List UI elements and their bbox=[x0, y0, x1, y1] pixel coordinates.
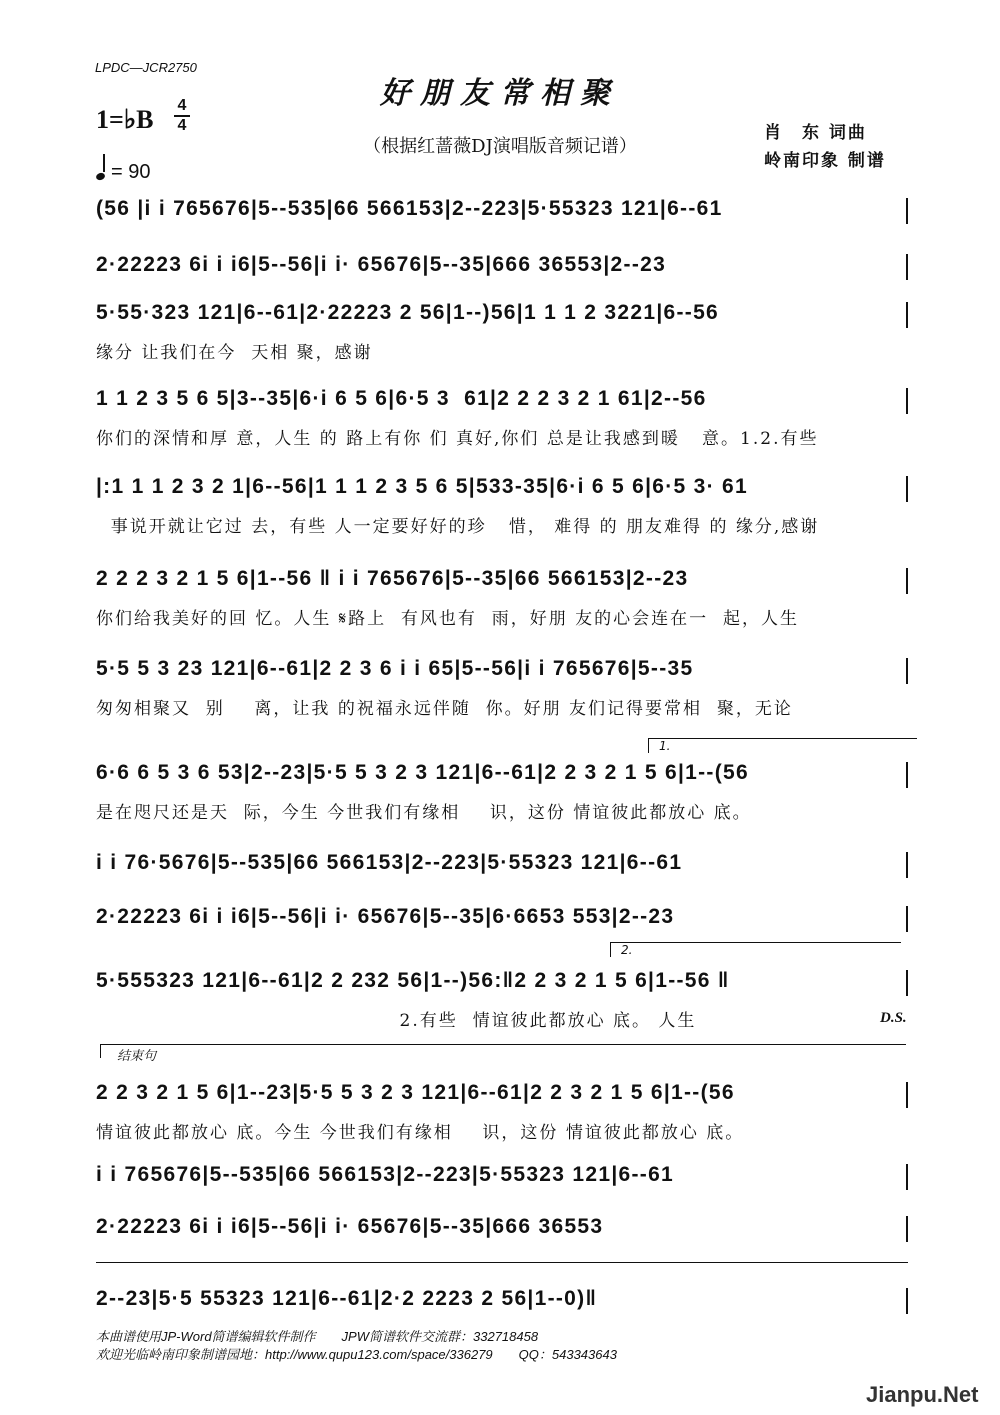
meter-bottom: 4 bbox=[177, 117, 187, 134]
lyric-line: 你们的深情和厚 意，人生 的 路上有你 们 真好,你们 总是让我感到暖 意。1.2.有些 bbox=[96, 429, 819, 449]
lyric-line: 匆匆相聚又 别 离，让我 的祝福永远伴随 你。好朋 友们记得要常相 聚，无论 bbox=[96, 699, 793, 719]
notation-line: (56 |i i 765676|5--535|66 566153|2--223|5·55323 121|6--61 bbox=[96, 197, 723, 220]
barline bbox=[906, 1164, 908, 1190]
barline bbox=[906, 302, 908, 328]
barline bbox=[906, 1082, 908, 1108]
lyric-line: 情谊彼此都放心 底。今生 今世我们有缘相 识，这份 情谊彼此都放心 底。 bbox=[96, 1123, 745, 1143]
barline bbox=[906, 1288, 908, 1314]
quarter-note-icon bbox=[95, 172, 106, 182]
ending-section-label: 结束句 bbox=[100, 1044, 906, 1058]
notation-line: 5·555323 121|6--61|2 2 232 56|1--)56:‖2 2 3 2 1 5 6|1--56 ‖ bbox=[96, 969, 730, 992]
credit-score: 岭南印象 制谱 bbox=[764, 151, 886, 171]
subtitle: （根据红蔷薇DJ演唱版音频记谱） bbox=[363, 136, 637, 157]
notation-line: 6·6 6 5 3 6 53|2--23|5·5 5 3 2 3 121|6--61|2 2 3 2 1 5 6|1--(56 bbox=[96, 761, 749, 784]
notation-line: |:1 1 1 2 3 2 1|6--56|1 1 1 2 3 5 6 5|533-35|6·i 6 5 6|6·5 3· 61 bbox=[96, 475, 748, 498]
volta-1: 1. bbox=[648, 738, 917, 753]
footer-line-1: 本曲谱使用JP-Word简谱编辑软件制作 JPW简谱软件交流群：332718458 bbox=[96, 1329, 539, 1344]
watermark-logo: Jianpu.Net bbox=[866, 1382, 979, 1407]
barline bbox=[906, 658, 908, 684]
notation-line: 2·22223 6i i i6|5--56|i i· 65676|5--35|666 36553|2--23 bbox=[96, 253, 667, 276]
barline bbox=[906, 1216, 908, 1242]
notation-line: 5·55·323 121|6--61|2·22223 2 56|1--)56|1 1 1 2 3221|6--56 bbox=[96, 301, 720, 324]
song-title: 好朋友常相聚 bbox=[380, 76, 620, 111]
credit-words: 肖 东 词曲 bbox=[764, 123, 867, 143]
notation-line: 5·5 5 3 23 121|6--61|2 2 3 6 i i 65|5--56|i i 765676|5--35 bbox=[96, 657, 694, 680]
notation-line: i i 765676|5--535|66 566153|2--223|5·55323 121|6--61 bbox=[96, 1163, 675, 1186]
barline bbox=[906, 476, 908, 502]
notation-line: 2 2 2 3 2 1 5 6|1--56 ‖ i i 765676|5--35|66 566153|2--23 bbox=[96, 567, 689, 590]
lyric-line: 2.有些 情谊彼此都放心 底。 人生 bbox=[96, 1011, 697, 1031]
barline bbox=[906, 388, 908, 414]
notation-line: 2 2 3 2 1 5 6|1--23|5·5 5 3 2 3 121|6--61|2 2 3 2 1 5 6|1--(56 bbox=[96, 1081, 735, 1104]
lyric-line: 缘分 让我们在今 天相 聚，感谢 bbox=[96, 343, 373, 363]
barline bbox=[906, 198, 908, 224]
footer-line-2: 欢迎光临岭南印象制谱园地：http://www.qupu123.com/space/336279 QQ：543343643 bbox=[96, 1347, 617, 1362]
tempo-marking bbox=[96, 160, 150, 184]
lyric-line: 你们给我美好的回 忆。人生 𝄋路上 有风也有 雨，好朋 友的心会连在一 起，人生 bbox=[96, 609, 799, 629]
notation-line: 2--23|5·5 55323 121|6--61|2·2 2223 2 56|1--0)‖ bbox=[96, 1287, 598, 1310]
notation-line: 2·22223 6i i i6|5--56|i i· 65676|5--35|666 36553 bbox=[96, 1215, 604, 1238]
time-signature bbox=[174, 98, 190, 134]
staff-top-line bbox=[96, 1262, 908, 1263]
notation-line: 1 1 2 3 5 6 5|3--35|6·i 6 5 6|6·5 3 61|2 2 2 3 2 1 61|2--56 bbox=[96, 387, 707, 410]
ds-marking: D.S. bbox=[880, 1010, 907, 1026]
tempo-value: = 90 bbox=[111, 161, 151, 183]
barline bbox=[906, 762, 908, 788]
key-signature: 1=♭B bbox=[96, 105, 154, 134]
lyric-line: 事说开就让它过 去，有些 人一定要好好的珍 惜， 难得 的 朋友难得 的 缘分,感谢 bbox=[96, 517, 820, 537]
lyric-line: 是在咫尺还是天 际，今生 今世我们有缘相 识，这份 情谊彼此都放心 底。 bbox=[96, 803, 752, 823]
barline bbox=[906, 852, 908, 878]
notation-line: i i 76·5676|5--535|66 566153|2--223|5·55323 121|6--61 bbox=[96, 851, 683, 874]
barline bbox=[906, 970, 908, 996]
volta-2: 2. bbox=[610, 942, 901, 957]
barline bbox=[906, 568, 908, 594]
barline bbox=[906, 254, 908, 280]
score-code: LPDC—JCR2750 bbox=[95, 60, 197, 75]
meter-top: 4 bbox=[177, 97, 187, 114]
note-stem bbox=[103, 154, 105, 172]
notation-line: 2·22223 6i i i6|5--56|i i· 65676|5--35|6·6653 553|2--23 bbox=[96, 905, 675, 928]
barline bbox=[906, 906, 908, 932]
